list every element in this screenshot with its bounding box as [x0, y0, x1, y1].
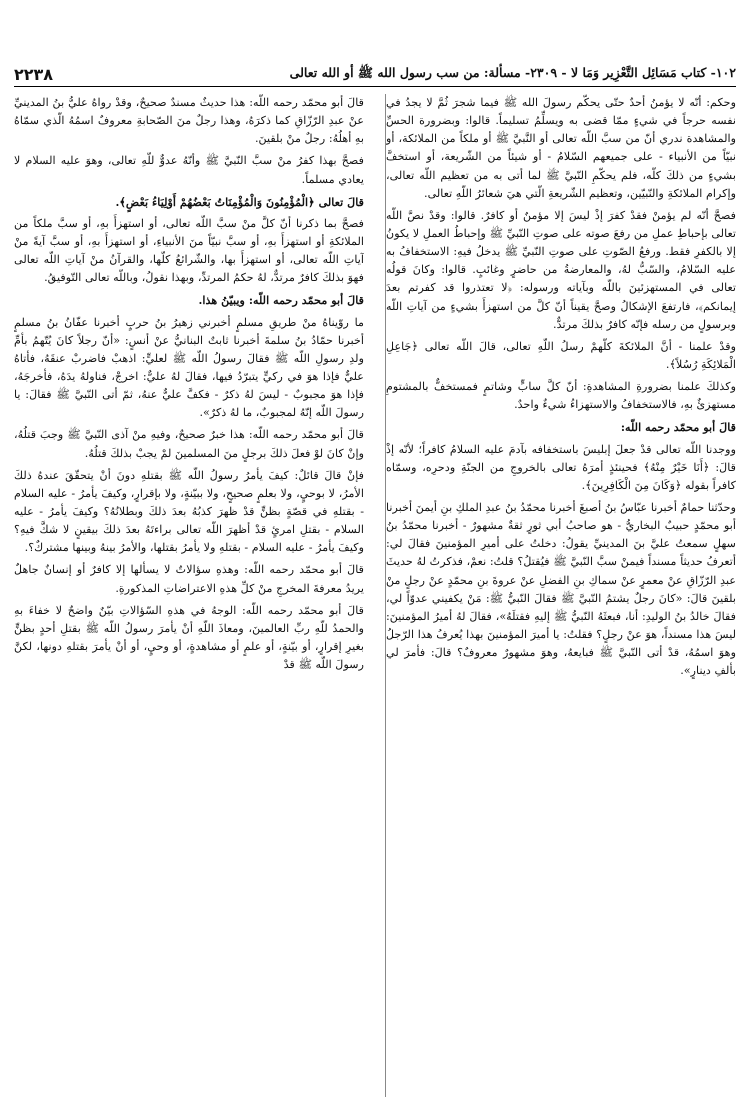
column-divider — [385, 94, 386, 1097]
paragraph: فصحَّ أنّه لم يؤمنْ فقدْ كفرَ إذْ ليسَ إلا مؤمنٌ أو كافرٌ. قالوا: وقدْ نصَّ اللّه تعالى بإحباطِ عملِ من رفعَ صوته على صوتِ النّبيِّ ﷺ وإحباطُ العملِ لا يكونُ إلا بالكفرِ فقط. ورفعُ الصّوتِ على صوتِ النّبيِّ ﷺ يدخلُ فيهِ: الاستخفافُ به عليه السّلامُ، والسّبُّ لهُ، والمعارضةُ من حاضرٍ وغائبٍ. قالوا: وكانَ قولُه تعالى في المستهزئينَ باللّه وبآياته ورسوله: ﴿لا تعتذروا قد كفرتم بعدَ إيمانكم﴾، فارتفعَ الإشكالُ وصحَّ يقيناً أنّ كلَّ من استهزأَ بشيءٍ من آياتِ اللّه وبرسولٍ من رسله فإنّه كافرٌ بذلكَ مرتدٌّ. — [386, 208, 736, 331]
right-column — [386, 94, 736, 1099]
paragraph: قالَ أبو محمّد رحمه اللّه: هذا خبرٌ صحيحٌ، وفيهِ منْ آذى النّبيَّ ﷺ وجبَ قتلُهُ، وإنْ كانَ لوْ فعلَ ذلكَ برجلٍ منَ المسلمينَ لمْ يجبْ بذلكَ قتلُهُ. — [14, 428, 364, 460]
left-column — [14, 94, 364, 1099]
paragraph: وكذلكَ علمنا بضرورةِ المشاهدةِ: أنّ كلَّ سابٍّ وشاتمٍ فمستخفٌّ بالمشتومِ مستهزئٌ بهِ، فالاستخفافُ والاستهزاءُ شيءٌ واحدٌ. — [386, 380, 736, 412]
paragraph: قالَ أبو محمّد رحمه اللّه: هذا حديثٌ مسندٌ صحيحٌ، وقدْ رواهُ عليُّ بنُ المدينيِّ عنْ عبدِ الرّزّاقِ كما ذكرَهُ، وهذا رجلٌ منَ الصّحابةِ معروفٌ اسمُهُ الّذي سمّاهُ بهِ أهلُهُ: رجلٌ منْ بلقينَ. — [14, 96, 364, 146]
paragraph: قالَ أبو محمّد رحمه اللّه: الوجهُ في هذهِ السّؤالاتِ بيّنٌ واضحٌ لا خفاءَ بهِ والحمدُ للّهِ ربِّ العالمينَ، ومعاذَ اللّهِ أنْ يأمرَ رسولُ اللّه ﷺ بقتلِ أحدٍ بظنٍّ بغيرِ إقرارٍ، أو بيّنةٍ، أو علمٍ أو مشاهدةٍ، أو وحيٍ، أو أنْ يأمرَ بقتلهِ دونها، لكنَّ رسولَ اللّه ﷺ قدْ — [14, 603, 364, 672]
paragraph: وحدّثنا حمامٌ أخبرنا عبّاسُ بنُ أصبغَ أخبرنا محمّدُ بنُ عبدِ الملكِ بنِ أيمنَ أخبرنا أبو محمّدٍ حبيبٌ البخاريُّ - هو صاحبُ أبي ثورٍ ثقةٌ مشهورٌ - أخبرنا محمّدُ بنُ سهلٍ سمعتُ عليَّ بنَ المدينيِّ يقولُ: دخلتُ على أميرِ المؤمنينَ فقالَ لي: أتعرفُ حديثاً مسنداً فيمنْ سبَّ النّبيَّ ﷺ فيُقتلُ؟ قلتُ: نعمْ، فذكرتُ لهُ حديثَ عبدِ الرّزّاقِ عنْ معمرٍ عنْ سماكِ بنِ الفضلِ عنْ عروةَ بنِ محمّدٍ عنْ رجلٍ منْ بلقينَ قالَ: «كانَ رجلٌ يشتمُ النّبيَّ ﷺ فقالَ النّبيُّ ﷺ: مَنْ يكفيني عدوّاً لي، فقالَ خالدُ بنُ الوليدِ: أنا، فبعثَهُ النّبيُّ ﷺ إليهِ فقتلَهُ»، فقالَ لهُ أميرُ المؤمنينَ: ليسَ هذا مسنداً، هوَ عنْ رجلٍ؟ فقلتُ: يا أميرَ المؤمنينَ بهذا يُعرفُ هذا الرّجلُ وهوَ اسمُهُ، قدْ أتى النّبيَّ ﷺ فبايعهُ، وهوَ مشهورٌ معروفٌ؟ قالَ: فأمرَ لي بألفِ دينارٍ». — [386, 500, 736, 678]
paragraph: قالَ أبو محمّد رحمه اللّه: وهذهِ سؤالاتٌ لا يسألها إلا كافرٌ أو إنسانٌ جاهلٌ يريدُ معرفةَ المخرجِ منْ كلِّ هذهِ الاعتراضاتِ المذكورةِ. — [14, 563, 364, 595]
section-heading: قالَ أبو محمّد رحمه اللّه: ويبيّنُ هذا. — [198, 293, 364, 308]
running-header — [14, 60, 736, 84]
paragraph: ووجدنا اللّه تعالى قدْ جعلَ إبليسَ باستخفافه بآدمَ عليه السلامُ كافراً؛ لأنّه إذْ قالَ: ﴿أَنَا خَيْرٌ مِنْهُ﴾ فحينئذٍ أمرَهُ تعالى بالخروجِ من الجنّةِ ودحرِه، وسمّاه كافراً بقوله ﴿وَكَانَ مِنَ الْكَافِرِينَ﴾. — [386, 442, 736, 492]
paragraph: وقدْ علمنا - أنَّ الملائكةَ كلّهمْ رسلُ اللّهِ تعالى، قالَ اللّه تعالى ﴿جَاعِلِ الْمَلائِكَةِ رُسُلاً﴾. — [386, 339, 736, 371]
page-number: ٢٢٣٨ — [14, 65, 54, 84]
paragraph: فصحَّ بهذا كفرُ منْ سبَّ النّبيَّ ﷺ وأنّهُ عدوٌّ للّهِ تعالى، وهوَ عليه السلام لا يعادي مسلماً. — [14, 154, 364, 186]
paragraph: فإنْ قالَ قائلٌ: كيفَ يأمرُ رسولُ اللّه ﷺ بقتلهِ دونَ أنْ يتحقّقَ عندهُ ذلكَ الأمرُ، لا بوحيٍ، ولا بعلمٍ صحيحٍ، ولا ببيّنةٍ، ولا بإقرارٍ، وكيفَ يأمرُ - عليه السلام - بقتلهِ في قصّةٍ بظنٍّ قدْ ظهرَ كذبُهُ بعدَ ذلكَ وبطلانُهُ؟ وكيفَ يأمرُ - عليه السلام - بقتلِ امرئٍ قدْ أظهرَ اللّه تعالى براءتَهُ بعدَ ذلكَ بيقينٍ لا شكَّ فيهِ؟ وكيفَ يأمرُ - عليه السلام - بقتلهِ ولا يأمرُ بقتلها، والأمرُ بينهُ وبينها مشتركٌ؟. — [14, 468, 364, 555]
paragraph: وحكم: أنّه لا يؤمنُ أحدٌ حتّى يحكّم رسولَ الله ﷺ فيما شجرَ ثُمَّ لا يجدُ في نفسه حرجاً في شيءٍ ممّا قضى به ويسلِّمُ تسليماً. قالوا: وبضرورة الحسِّ والمشاهدة ندري أنّ من سبَّ اللّه تعالى أو النَّبيَّ ﷺ أو ملكاً من الملائكة، أو نبيّاً من الأنبياء - على جميعهم السّلامُ - أو شيئاً من الشّريعة، أو استخفَّ بشيءٍ من ذلكَ كلّه، فلم يحكّمِ النّبيَّ ﷺ لما أتى به من تعظيم اللّه تعالى، وإكرام الملائكةِ والنّبيّين، وتعظيم الشّريعةِ الّتي هيَ شعائرُ اللّهِ تعالى. — [386, 96, 736, 200]
header-rule — [14, 86, 736, 87]
header-title: ١٠٢- كتاب مَسَائِل التَّعْزِير وَمَا لا - ٢٣٠٩- مسألة: من سب رسول الله ﷺ أو الله تعالى — [289, 65, 736, 80]
section-heading: قالَ أبو محمّد رحمه اللّه: — [620, 420, 736, 435]
quran-verse: قالَ تعالى ﴿الْمُؤْمِنُونَ وَالْمُؤْمِنَاتُ بَعْضُهُمْ أَوْلِيَاءُ بَعْضٍ﴾. — [115, 194, 364, 209]
paragraph: فصحَّ بما ذكرنا أنّ كلَّ منْ سبَّ اللّه تعالى، أو استهزأَ بهِ، أو سبَّ ملكاً من الملائكةِ أو استهزأَ بهِ، أو سبَّ نبيّاً منَ الأنبياءِ، أو استهزأَ بهِ، أو سبَّ آيةً منْ آياتِ اللّه تعالى، أو استهزأَ بها، والشّرائعُ كلّها، والقرآنُ منْ آياتِ اللّه تعالى فهوَ بذلكَ كافرٌ مرتدٌّ، لهُ حكمُ المرتدِّ، وبهذا نقولُ، وباللّه تعالى التّوفيقُ. — [14, 216, 364, 285]
paragraph: ما روّيناهُ منْ طريقِ مسلمٍ أخبرني زهيرُ بنُ حربٍ أخبرنا عفّانُ بنُ مسلمٍ أخبرنا حمّادُ بنُ سلمةَ أخبرنا ثابتٌ البنانيُّ عنْ أنسٍ: «أنّ رجلاً كانَ يُتّهمُ بأمِّ ولدِ رسولِ اللّه ﷺ فقالَ رسولُ اللّه ﷺ لعليٍّ: اذهبْ فاضربْ عنقَهُ، فأتاهُ عليٌّ فإذا هوَ في ركيٍّ يتبرّدُ فيها، فقالَ لهُ عليٌّ: اخرجْ، فناولهُ يدَهُ، فأخرجَهُ، فإذا هوَ مجبوبٌ - ليسَ لهُ ذكرٌ - فكفَّ عليٌّ عنهُ، ثمّ أتى النّبيَّ ﷺ فقالَ: يا رسولَ اللّه إنّهُ لمجبوبٌ، ما لهُ ذكرٌ». — [14, 315, 364, 420]
